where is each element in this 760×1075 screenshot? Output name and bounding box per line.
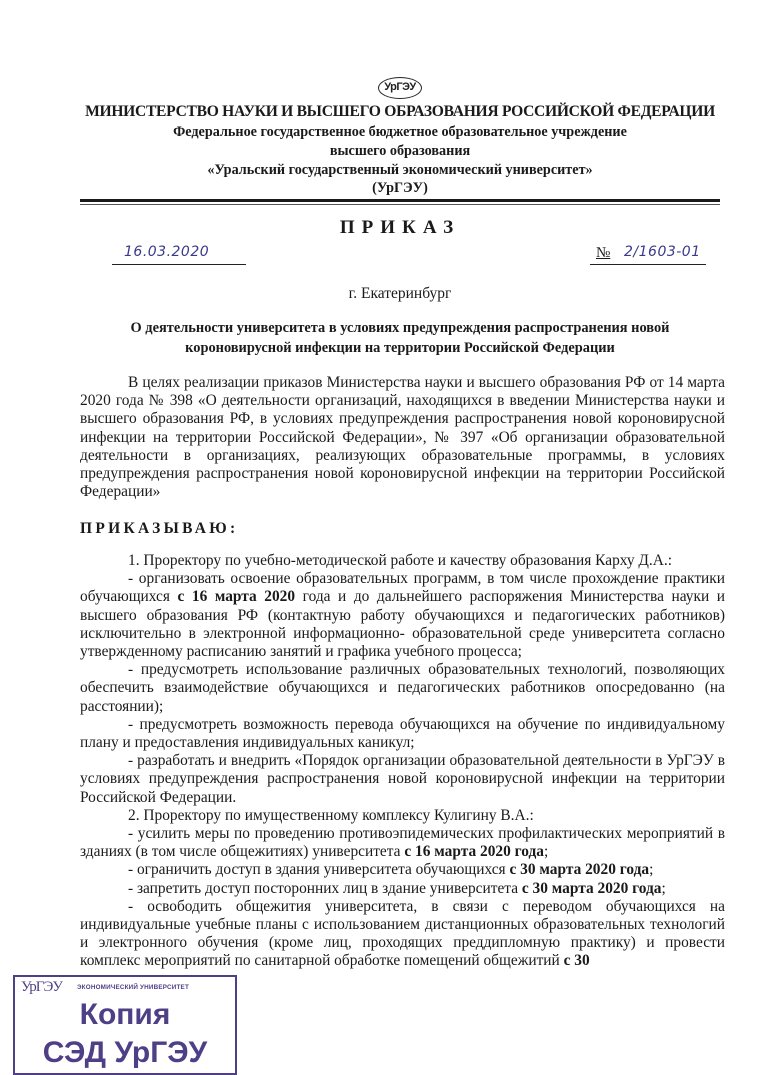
item-1-bullet-1 bbox=[80, 570, 725, 661]
logo-text: УрГЭУ bbox=[384, 81, 416, 93]
text-run: ; bbox=[661, 879, 666, 897]
text-run: - ограничить доступ в здания университета обучающихся bbox=[128, 861, 510, 879]
item-1-bullet-4: - разработать и внедрить «Порядок организации образовательной деятельности в УрГЭУ в условиях предупреждения распространения новой короновирусной инфекции на территории Российской Федерации. bbox=[80, 752, 725, 806]
bold-date: с 30 bbox=[563, 952, 590, 970]
copy-stamp bbox=[13, 975, 237, 1075]
text-run: ; bbox=[649, 861, 654, 879]
header-divider bbox=[80, 199, 720, 202]
university-logo-icon bbox=[378, 77, 422, 99]
city: г. Екатеринбург bbox=[348, 285, 452, 302]
subject-line-1: О деятельности университета в условиях предупреждения распространения новой bbox=[130, 320, 670, 336]
text-run: - усилить меры по проведению противоэпидемических профилактических мероприятий в зданиях (в том числе общежитиях) университета bbox=[80, 825, 725, 861]
text-run: года и до дальнейшего распоряжения Министерства науки и высшего образования РФ (контактную работу обучающихся и педагогических работников) исключительно в электронной информационно- образовательной среде университета согласно утвержденному расписанию занятий и графика учебного процесса; bbox=[80, 588, 725, 661]
order-heading: ПРИКАЗЫВАЮ: bbox=[80, 520, 239, 537]
order-date: 16.03.2020 bbox=[124, 244, 210, 260]
university-name: «Уральский государственный экономический университет» bbox=[207, 162, 593, 178]
university-abbr: (УрГЭУ) bbox=[372, 180, 428, 196]
item-2-bullet-1 bbox=[80, 825, 725, 861]
stamp-header bbox=[21, 979, 229, 995]
order-date-field bbox=[112, 244, 246, 265]
order-subject bbox=[100, 318, 700, 358]
order-items bbox=[80, 552, 725, 971]
order-number-field bbox=[590, 244, 706, 265]
bold-date: с 30 марта 2020 года bbox=[521, 879, 662, 897]
preamble-paragraph: В целях реализации приказов Министерства науки и высшего образования РФ от 14 марта 2020 года № 398 «О деятельности организаций, находящихся в введении Министерства науки и высшего образования РФ, в условиях предупреждения распространения новой короновирусной инфекции на территории Российской Федерации», № 397 «Об организации образовательной деятельности в организациях, реализующих образовательные программы, в условиях предупреждения распространения новой короновирусной инфекции на территории Российской Федерации» bbox=[80, 374, 725, 501]
item-2-bullet-4 bbox=[80, 898, 725, 971]
ministry-title: МИНИСТЕРСТВО НАУКИ И ВЫСШЕГО ОБРАЗОВАНИЯ РОССИЙСКОЙ ФЕДЕРАЦИИ bbox=[85, 103, 715, 120]
text-run: - организовать освоение образовательных программ, в том числе прохождение практики обучающихся bbox=[80, 570, 725, 606]
item-1-bullet-3: - предусмотреть возможность перевода обучающихся на обучение по индивидуальному плану и предоставления индивидуальных каникул; bbox=[80, 715, 725, 752]
order-number: 2/1603-01 bbox=[624, 244, 701, 260]
stamp-logo-icon: УрГЭУ bbox=[21, 979, 62, 995]
item-1-bullet-2: - предусмотреть использование различных образовательных технологий, позволяющих обеспечить взаимодействие обучающихся и педагогических работников опосредованно (на расстоянии); bbox=[80, 661, 725, 715]
stamp-system-label: СЭД УрГЭУ bbox=[42, 1036, 208, 1069]
bold-date: с 16 марта 2020 bbox=[177, 588, 296, 606]
institution-line-1: Федеральное государственное бюджетное образовательное учреждение bbox=[173, 124, 627, 140]
item-1-heading: 1. Проректору по учебно-методической работе и качеству образования Карху Д.А.: bbox=[128, 552, 673, 569]
item-2-heading: 2. Проректору по имущественному комплексу Кулигину В.А.: bbox=[128, 806, 534, 824]
text-run: - освободить общежития университета, в связи с переводом обучающихся на индивидуальные учебные планы с использованием дистанционных образовательных технологий и электронного обучения (кроме лиц, проходящих преддипломную практику) и провести комплекс мероприятий по санитарной обработке помещений общежитий bbox=[80, 897, 725, 970]
text-run: - запретить доступ посторонних лиц в здание университета bbox=[128, 879, 522, 897]
item-2-bullet-3 bbox=[80, 880, 725, 898]
header-divider-thin bbox=[80, 204, 720, 205]
item-2-bullet-2 bbox=[80, 861, 725, 879]
institution-line-2: высшего образования bbox=[329, 143, 471, 159]
bold-date: с 30 марта 2020 года bbox=[509, 861, 650, 879]
document-type-title: ПРИКАЗ bbox=[339, 217, 461, 238]
stamp-subtitle: ЭКОНОМИЧЕСКИЙ УНИВЕРСИТЕТ bbox=[77, 984, 190, 991]
subject-line-2: короновирусной инфекции на территории Российской Федерации bbox=[185, 340, 615, 356]
number-sign: № bbox=[596, 245, 611, 261]
stamp-copy-label: Копия bbox=[79, 998, 171, 1031]
bold-date: с 16 марта 2020 года bbox=[404, 843, 544, 861]
text-run: ; bbox=[543, 843, 549, 861]
